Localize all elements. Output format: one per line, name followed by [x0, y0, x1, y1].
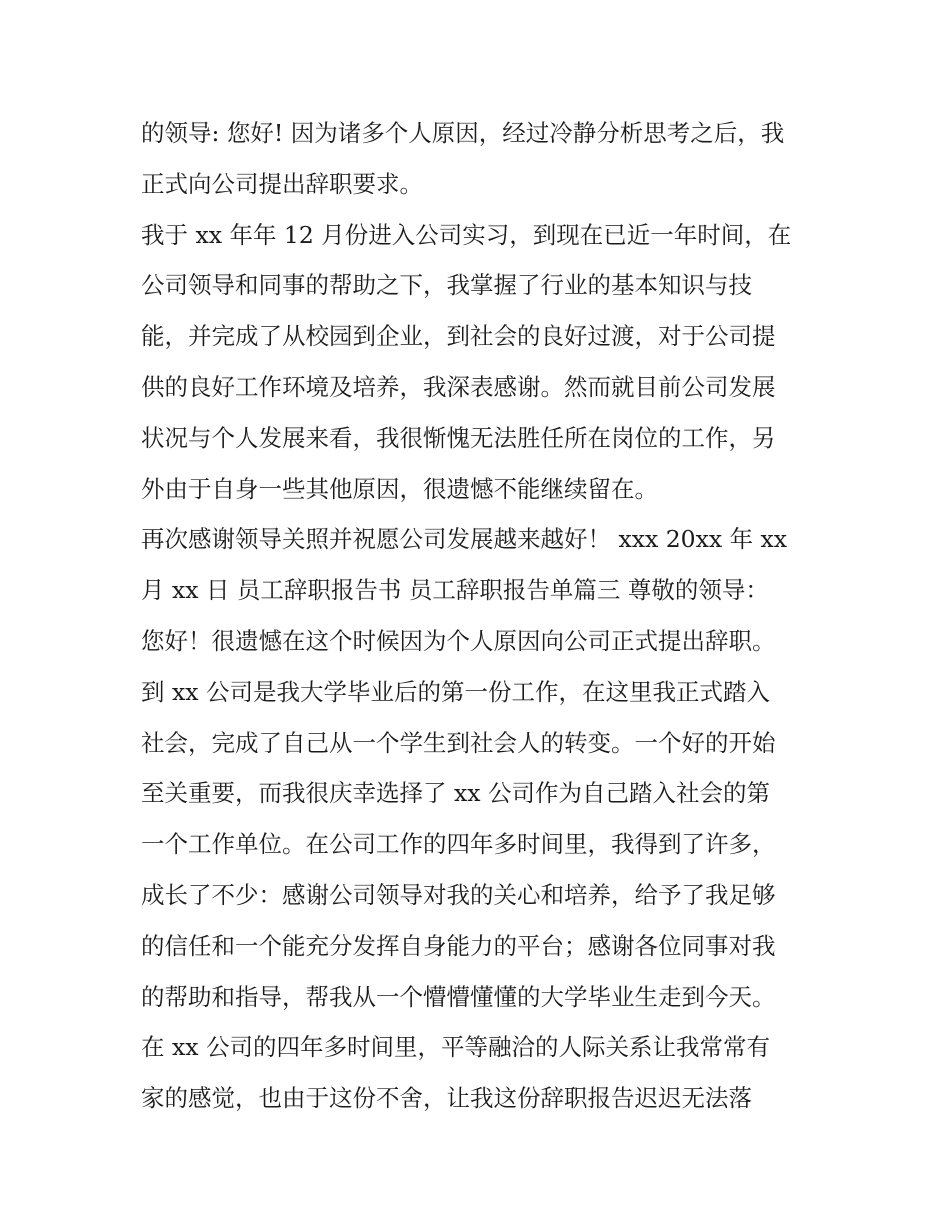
text-line: 一个工作单位。在公司工作的四年多时间里，我得到了许多，: [141, 830, 776, 859]
text-line: 的信任和一个能充分发挥自身能力的平台；感谢各位同事对我: [141, 931, 776, 960]
text-line: 社会，完成了自己从一个学生到社会人的转变。一个好的开始: [141, 728, 776, 757]
text-line: 的帮助和指导，帮我从一个懵懵懂懂的大学毕业生走到今天。: [141, 982, 776, 1011]
text-line: 外由于自身一些其他原因，很遗憾不能继续留在。: [141, 474, 658, 503]
text-line: 公司领导和同事的帮助之下，我掌握了行业的基本知识与技: [141, 271, 752, 300]
text-line: 到 xx 公司是我大学毕业后的第一份工作，在这里我正式踏入: [141, 677, 770, 706]
text-line: 状况与个人发展来看，我很惭愧无法胜任所在岗位的工作，另: [141, 423, 776, 452]
text-line: 能，并完成了从校园到企业，到社会的良好过渡，对于公司提: [141, 322, 776, 351]
text-line: 我于 xx 年年 12 月份进入公司实习，到现在已近一年时间，在: [141, 220, 792, 249]
text-line: 正式向公司提出辞职要求。: [141, 169, 423, 198]
resignation-letter-text: [141, 108, 821, 1124]
text-line: 的领导: 您好! 因为诸多个人原因，经过冷静分析思考之后，我: [141, 119, 785, 147]
text-line: 成长了不少：感谢公司领导对我的关心和培养，给予了我足够: [141, 880, 776, 909]
text-line: 供的良好工作环境及培养，我深表感谢。然而就目前公司发展: [141, 372, 776, 401]
text-line: 月 xx 日 员工辞职报告书 员工辞职报告单篇三 尊敬的领导：: [141, 576, 769, 605]
text-line: 再次感谢领导关照并祝愿公司发展越来越好！ xxx 20xx 年 xx: [141, 525, 788, 554]
text-line: 在 xx 公司的四年多时间里，平等融洽的人际关系让我常常有: [141, 1033, 770, 1062]
text-line: 您好！很遗憾在这个时候因为个人原因向公司正式提出辞职。: [141, 626, 776, 655]
text-line: 家的感觉，也由于这份不舍，让我这份辞职报告迟迟无法落: [141, 1084, 752, 1113]
text-line: 至关重要，而我很庆幸选择了 xx 公司作为自己踏入社会的第: [141, 779, 770, 808]
